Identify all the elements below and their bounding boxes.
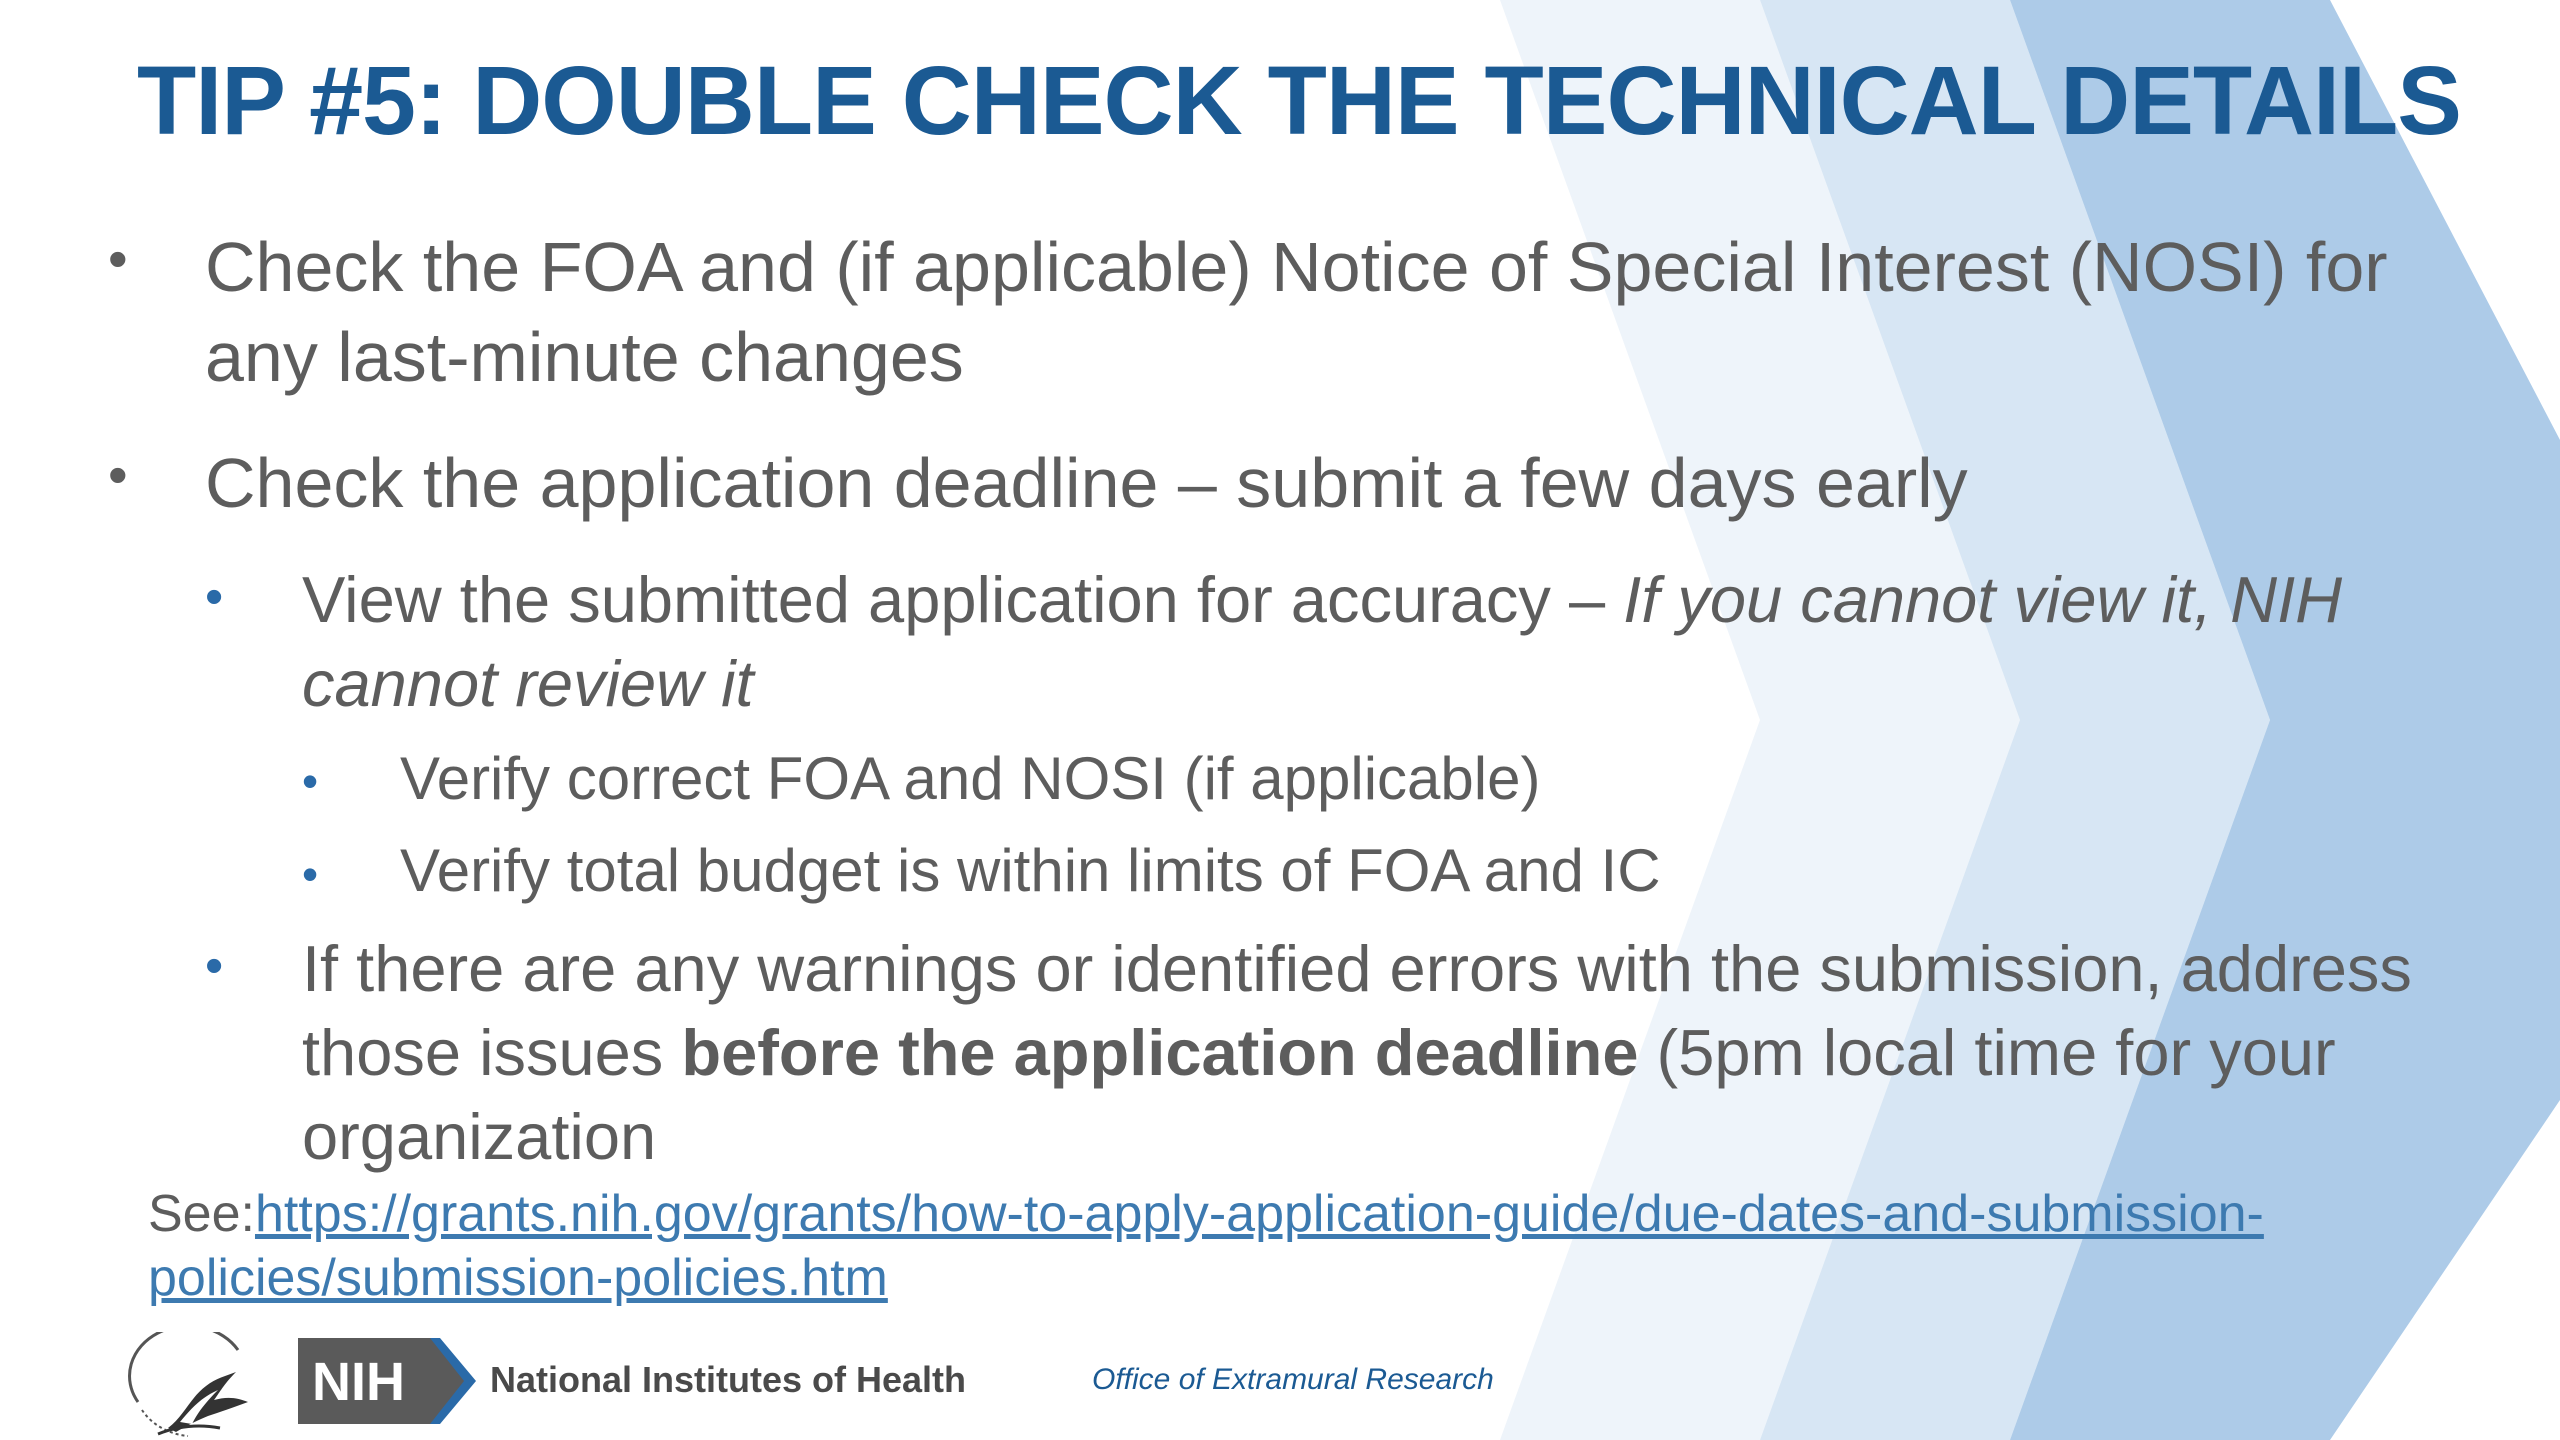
sub-bullet-text: View the submitted application for accuracy – [302,563,1624,636]
bullet-dot: • [108,443,128,506]
sub-sub-bullet-dot: • [302,848,319,900]
sub-bullet-item [302,558,2502,726]
sub-bullet-dot: • [205,937,224,995]
sub-bullet-item [302,927,2502,1179]
sub-sub-bullet-dot: • [302,755,319,807]
sub-sub-bullet-item: Verify correct FOA and NOSI (if applicable) [400,745,1541,812]
reference-prefix: See: [148,1185,255,1243]
nih-logo-text: NIH [312,1352,405,1412]
bullet-item: Check the application deadline – submit a few days early [205,444,1968,522]
sub-bullet-strong: before the application deadline [681,1016,1639,1089]
bullet-item: Check the FOA and (if applicable) Notice of Special Interest (NOSI) for any last-minute changes [205,228,2388,396]
slide-title: TIP #5: DOUBLE CHECK THE TECHNICAL DETAILS [137,46,2461,155]
agency-name: National Institutes of Health [490,1359,967,1400]
reference-line [148,1182,2478,1310]
bullet-dot: • [108,227,128,290]
footer [0,1320,1600,1440]
hhs-seal-icon [128,1332,258,1440]
sub-bullet-text-after: (5pm local time for your organization [302,1016,2336,1173]
reference-link[interactable]: https://grants.nih.gov/grants/how-to-apply-application-guide/due-dates-and-submission-policies/submission-policies.htm [148,1185,2264,1307]
sub-bullet-emphasis: If you cannot view it, NIH cannot review it [302,563,2343,720]
sub-bullet-text: If there are any warnings or identified errors with the submission, address those issues [302,932,2412,1089]
nih-logo [298,1336,478,1426]
sub-bullet-dot: • [205,568,224,626]
office-name: Office of Extramural Research [1092,1363,1494,1396]
sub-sub-bullet-item: Verify total budget is within limits of FOA and IC [400,837,1661,904]
